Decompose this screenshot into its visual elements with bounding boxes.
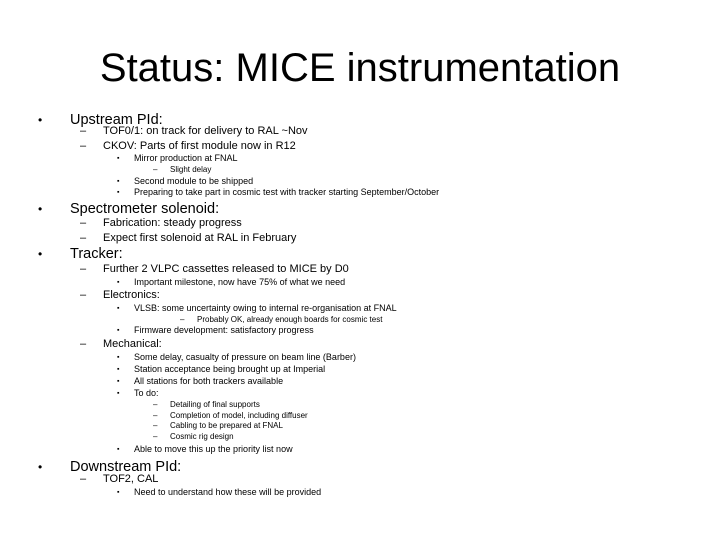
small-bullet-marker: ▪ (117, 178, 120, 185)
item-some-delay: Some delay, casualty of pressure on beam line (Barber) (134, 352, 356, 362)
dash-marker: – (80, 338, 87, 350)
item-tof01: TOF0/1: on track for delivery to RAL ~Nov (103, 125, 308, 137)
dash-marker: – (80, 263, 87, 275)
small-bullet-marker: ▪ (117, 155, 120, 162)
dash-marker: – (80, 473, 87, 485)
small-bullet-marker: ▪ (117, 366, 120, 373)
small-bullet-marker: ▪ (117, 305, 120, 312)
item-further-vlpc: Further 2 VLPC cassettes released to MICE by D0 (103, 263, 349, 275)
dash-marker: – (153, 165, 158, 174)
item-tof2-cal: TOF2, CAL (103, 473, 159, 485)
bullet-spectrometer-solenoid: Spectrometer solenoid: (70, 201, 220, 217)
bullet-tracker: Tracker: (70, 246, 123, 262)
dash-marker: – (153, 421, 158, 430)
dash-marker: – (80, 289, 87, 301)
small-bullet-marker: ▪ (117, 446, 120, 453)
dash-marker: – (153, 432, 158, 441)
bullet-marker: • (38, 247, 43, 261)
item-second-module: Second module to be shipped (134, 176, 254, 186)
item-vlsb: VLSB: some uncertainty owing to internal re-organisation at FNAL (134, 303, 397, 313)
dash-marker: – (80, 125, 87, 137)
bullet-upstream-pid: Upstream PId: (70, 112, 163, 128)
item-fabrication: Fabrication: steady progress (103, 217, 242, 229)
dash-marker: – (80, 140, 87, 152)
item-to-do: To do: (134, 388, 159, 398)
item-expect-first-solenoid: Expect first solenoid at RAL in February (103, 232, 297, 244)
slide-title: Status: MICE instrumentation (99, 46, 621, 90)
dash-marker: – (80, 232, 87, 244)
item-preparing-cosmic-test: Preparing to take part in cosmic test with tracker starting September/October (134, 187, 440, 197)
item-need-to-understand: Need to understand how these will be provided (134, 487, 322, 497)
item-all-stations: All stations for both trackers available (134, 376, 284, 386)
bullet-marker: • (38, 202, 43, 216)
bullet-marker: • (38, 113, 43, 127)
item-station-acceptance: Station acceptance being brought up at Imperial (134, 364, 326, 374)
item-slight-delay: Slight delay (170, 165, 212, 174)
dash-marker: – (80, 217, 87, 229)
small-bullet-marker: ▪ (117, 189, 120, 196)
small-bullet-marker: ▪ (117, 378, 120, 385)
small-bullet-marker: ▪ (117, 279, 120, 286)
item-mirror-production: Mirror production at FNAL (134, 153, 238, 163)
dash-marker: – (153, 400, 158, 409)
small-bullet-marker: ▪ (117, 327, 120, 334)
item-probably-ok: Probably OK, already enough boards for cosmic test (197, 315, 383, 324)
item-electronics: Electronics: (103, 289, 160, 301)
item-cosmic-rig: Cosmic rig design (170, 432, 234, 441)
item-able-to-move: Able to move this up the priority list now (134, 444, 293, 454)
dash-marker: – (180, 315, 185, 324)
small-bullet-marker: ▪ (117, 390, 120, 397)
bullet-downstream-pid: Downstream PId: (70, 459, 182, 475)
item-completion: Completion of model, including diffuser (170, 411, 308, 420)
item-firmware: Firmware development: satisfactory progress (134, 325, 314, 335)
item-important-milestone: Important milestone, now have 75% of what we need (134, 277, 346, 287)
item-ckov: CKOV: Parts of first module now in R12 (103, 140, 296, 152)
small-bullet-marker: ▪ (117, 354, 120, 361)
item-mechanical: Mechanical: (103, 338, 162, 350)
small-bullet-marker: ▪ (117, 489, 120, 496)
item-cabling: Cabling to be prepared at FNAL (170, 421, 283, 430)
bullet-marker: • (38, 460, 43, 474)
item-detailing: Detailing of final supports (170, 400, 260, 409)
dash-marker: – (153, 411, 158, 420)
